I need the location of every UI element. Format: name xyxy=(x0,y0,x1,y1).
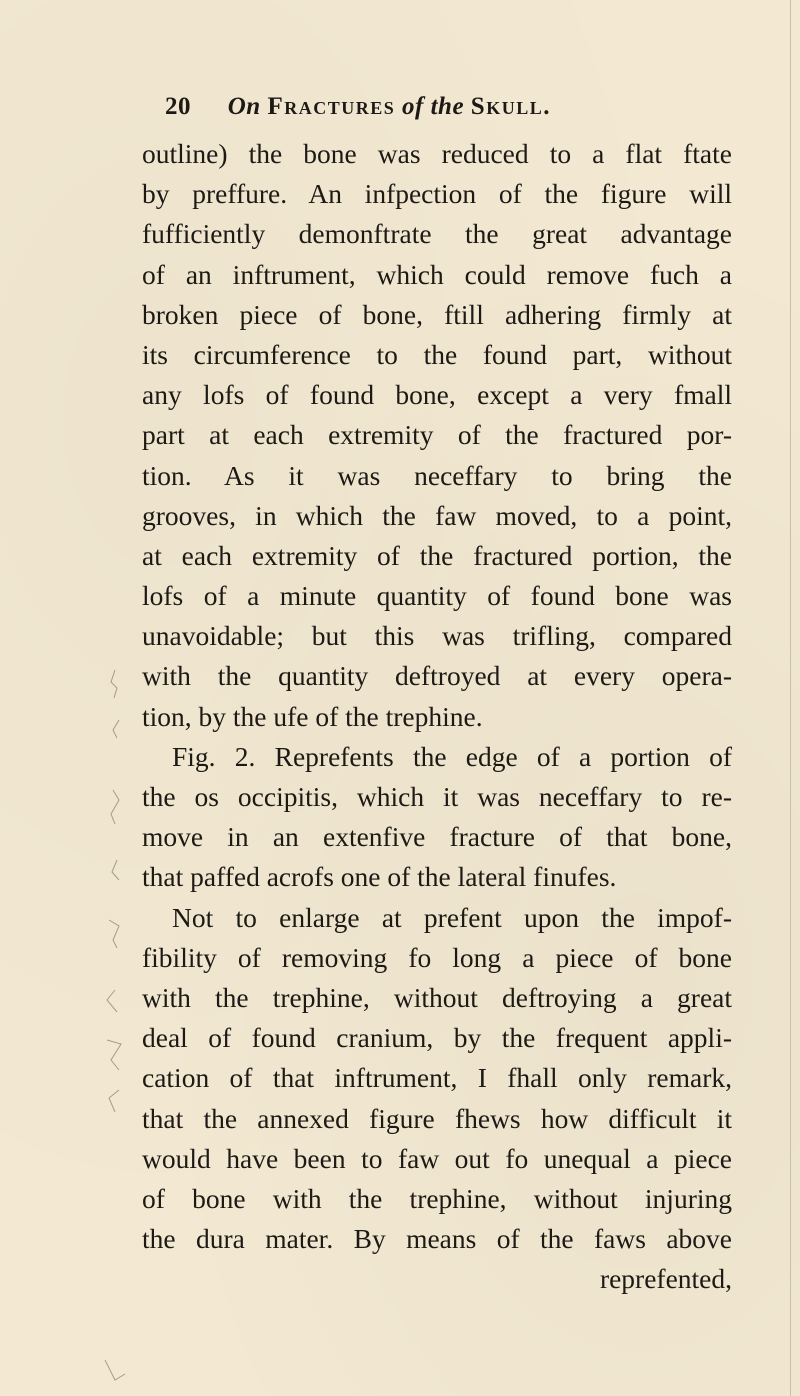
text-line: with the quantity deftroyed at every opera- xyxy=(142,660,732,692)
text-line: would have been to faw out fo unequal a piece xyxy=(142,1142,732,1174)
text-line: its circumference to the found part, without xyxy=(142,338,732,370)
text-line: grooves, in which the faw moved, to a point, xyxy=(142,499,732,531)
text-line: outline) the bone was reduced to a flat ftate xyxy=(142,138,732,169)
text-line: that paffed acrofs one of the lateral finufes. xyxy=(142,861,617,893)
text-line: fibility of removing fo long a piece of bone xyxy=(142,941,732,973)
text-line: cation of that inftrument, I fhall only remark, xyxy=(142,1062,732,1094)
text-line: tion. As it was neceffary to bring the xyxy=(142,459,732,491)
text-line: that the annexed figure fhews how difficult it xyxy=(142,1102,732,1134)
text-line: the dura mater. By means of the faws above xyxy=(142,1223,732,1255)
text-line: Fig. 2. Reprefents the edge of a portion of xyxy=(172,740,732,772)
text-line: lofs of a minute quantity of found bone was xyxy=(142,580,732,612)
head-on: On xyxy=(227,93,261,120)
text-line: the os occipitis, which it was neceffary to re- xyxy=(142,781,732,812)
head-of-the: of the xyxy=(402,93,465,120)
page-edge-rule xyxy=(790,0,791,1396)
text-line: broken piece of bone, ftill adhering firmly at xyxy=(142,298,732,330)
text-line: unavoidable; but this was trifling, compared xyxy=(142,620,732,652)
text-line: part at each extremity of the fractured por- xyxy=(142,419,732,451)
catchword: reprefented, xyxy=(599,1263,732,1295)
head-fractures: Fractures xyxy=(267,93,396,120)
text-line: of an inftrument, which could remove fuch a xyxy=(142,258,732,290)
text-line: with the trephine, without deftroying a great xyxy=(142,981,732,1013)
body-text xyxy=(142,134,732,1299)
text-line: of bone with the trephine, without injuring xyxy=(142,1182,732,1214)
text-line: tion, by the ufe of the trephine. xyxy=(142,700,483,732)
text-line: any lofs of found bone, except a very fmall xyxy=(142,379,732,411)
text-line: move in an extenfive fracture of that bone, xyxy=(142,821,732,853)
text-line: deal of found cranium, by the frequent appli- xyxy=(142,1022,732,1054)
bleed-through-stain xyxy=(95,660,135,1395)
text-line: fufficiently demonftrate the great advantage xyxy=(142,218,732,250)
text-line: Not to enlarge at prefent upon the impof- xyxy=(172,901,732,933)
text-line: by preffure. An infpection of the figure will xyxy=(142,178,732,210)
page-number: 20 xyxy=(165,93,191,120)
running-head xyxy=(165,93,725,133)
text-line: at each extremity of the fractured portion, the xyxy=(142,539,732,571)
head-skull: Skull. xyxy=(470,93,551,120)
